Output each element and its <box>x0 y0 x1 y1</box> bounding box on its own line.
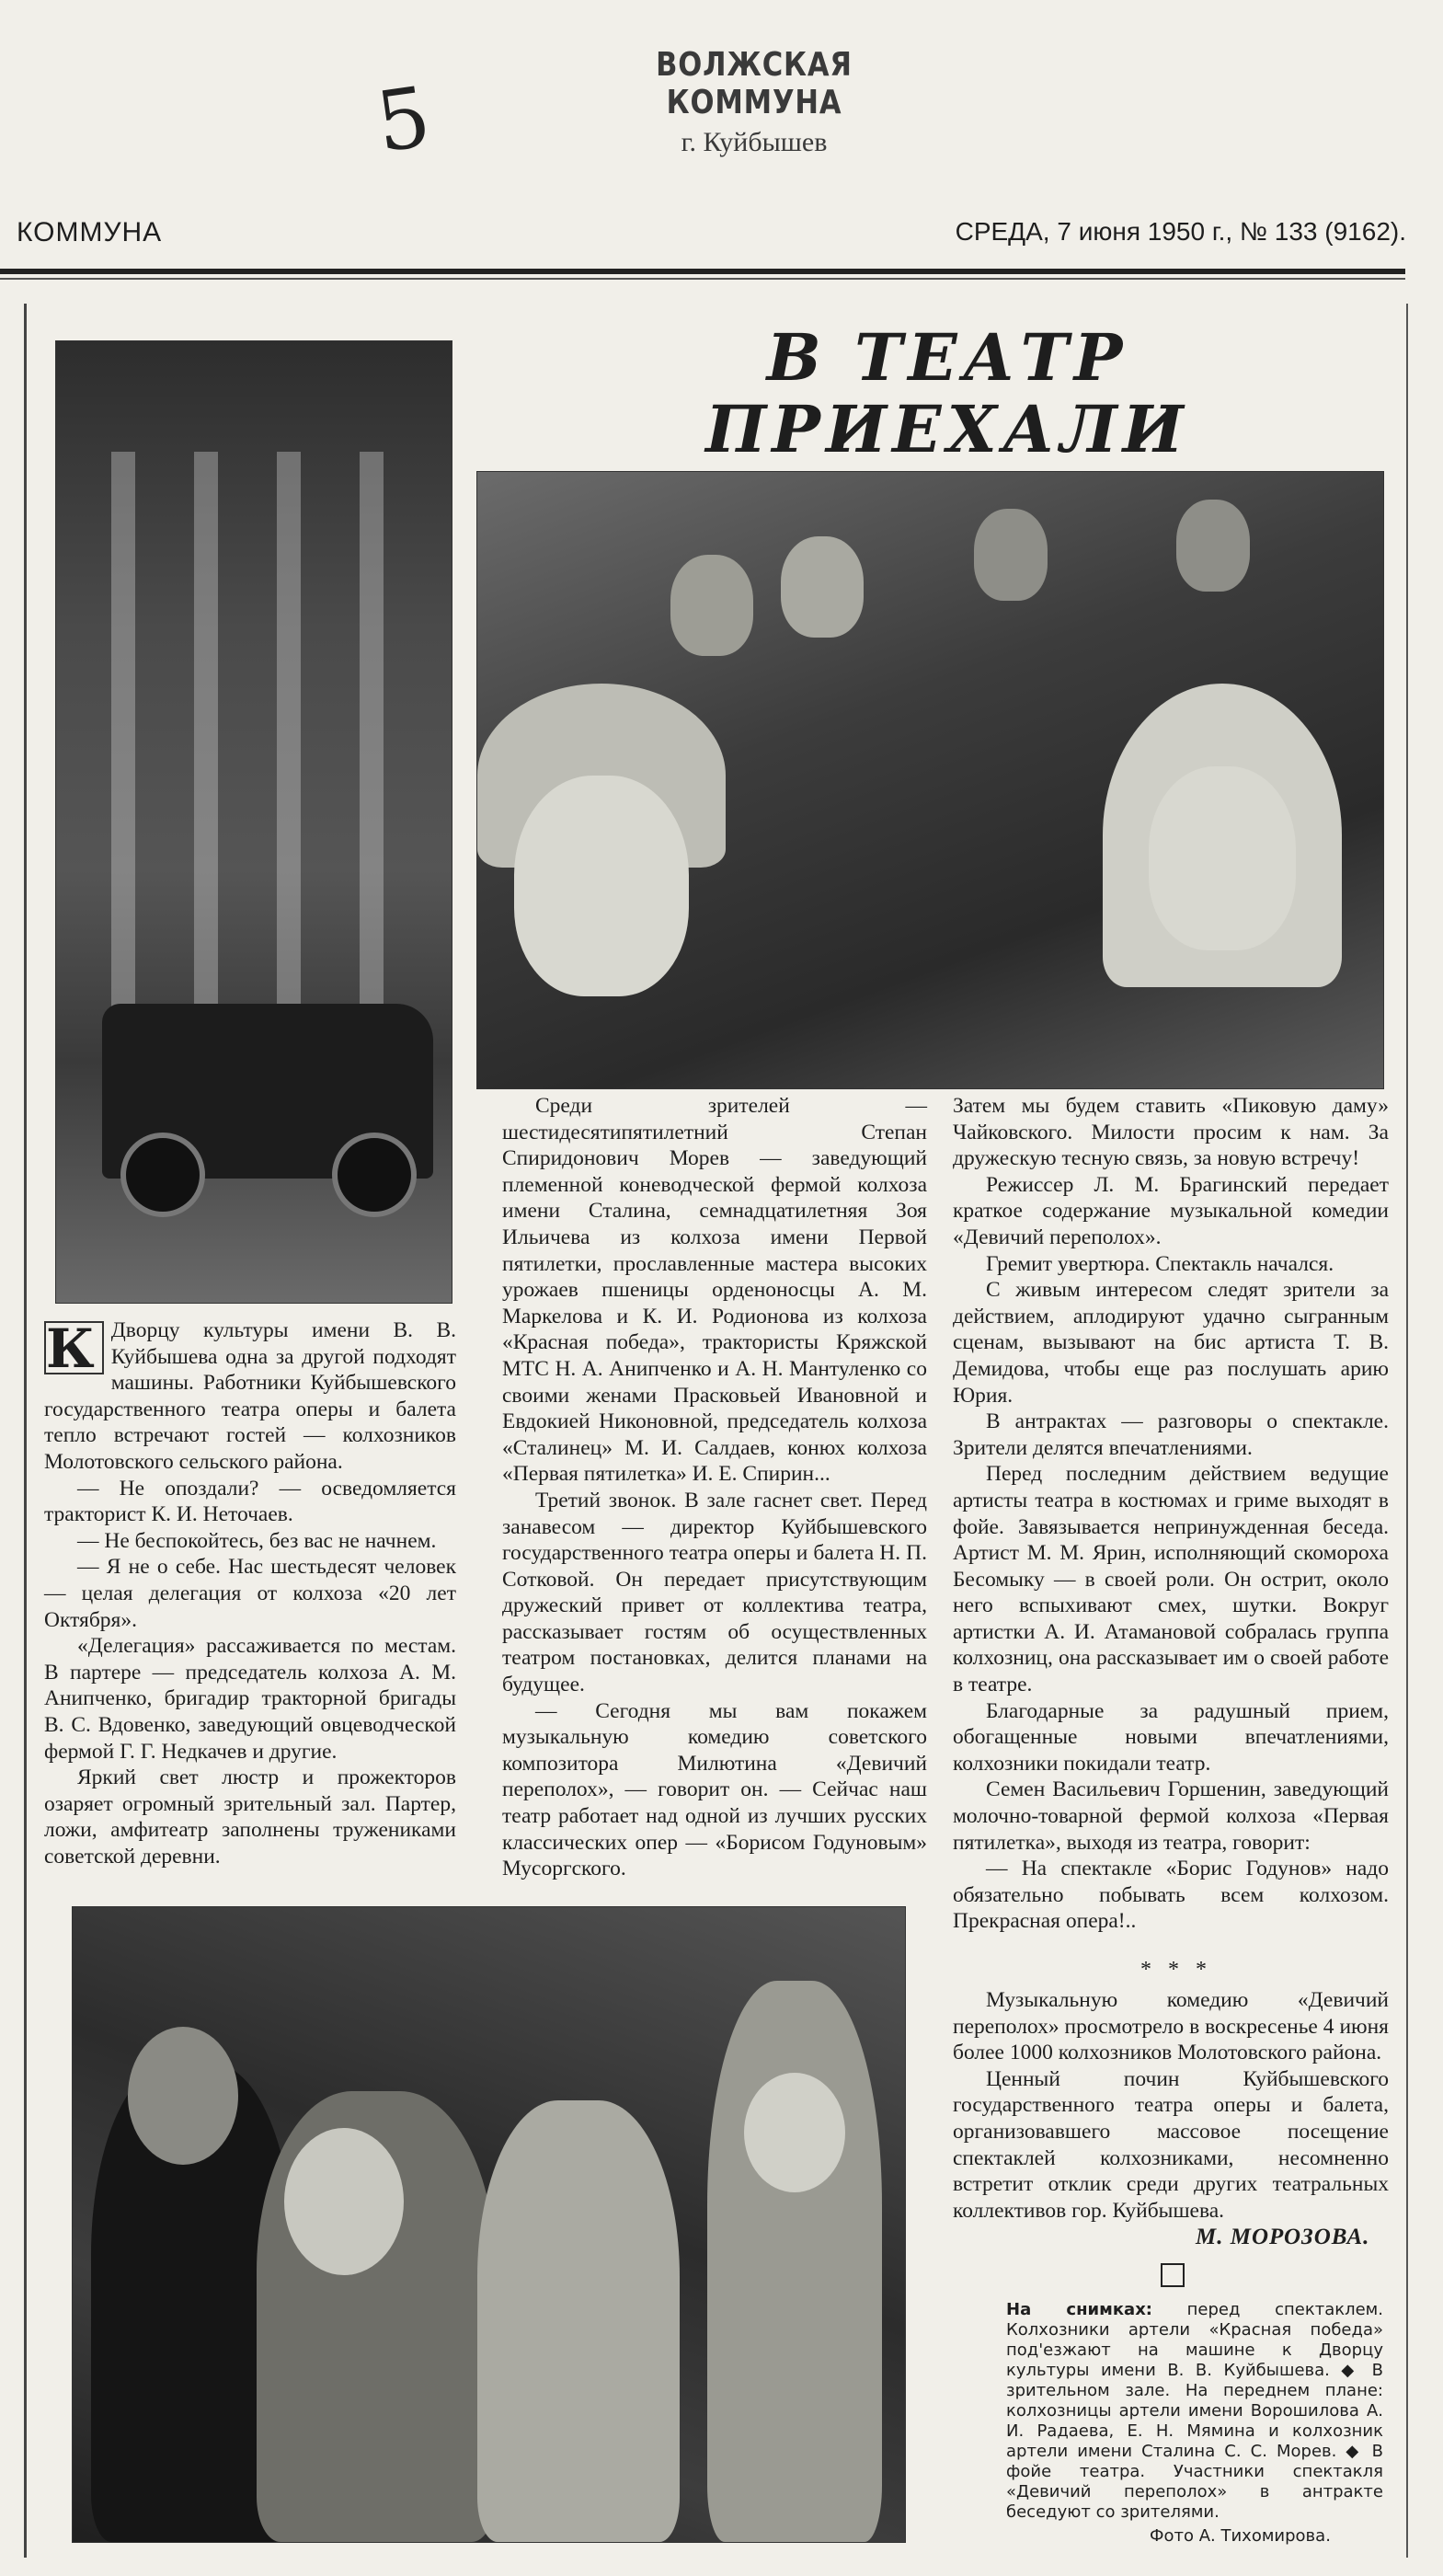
photo-foyer <box>72 1906 906 2543</box>
paragraph: С живым интересом следят зрители за действием, аплодируют удачно сыгранным сценам, вызывают на бис артиста Т. В. Демидова, чтобы еще раз послушать арию Юрия. <box>953 1278 1389 1408</box>
masthead-date-issue: СРЕДА, 7 июня 1950 г., № 133 (9162). <box>955 217 1406 246</box>
photo-caption <box>1006 2300 1383 2523</box>
photo-credit: Фото А. Тихомирова. <box>1150 2526 1331 2546</box>
article-column-2 <box>502 1093 927 1882</box>
photo-audience <box>476 471 1384 1089</box>
library-stamp <box>589 46 920 158</box>
paragraph: Яркий свет люстр и прожекторов озаряет огромный зрительный зал. Партер, ложи, амфитеатр заполнены тружениками советской деревни. <box>44 1765 456 1869</box>
headline-line1: В ТЕАТР ПРИЕХАЛИ <box>705 319 1189 467</box>
article-column-3-ending <box>953 1987 1389 2224</box>
paragraph: В антрактах — разговоры о спектакле. Зрители делятся впечатлениями. <box>953 1409 1389 1460</box>
paragraph: — Сегодня мы вам покажем музыкальную комедию советского композитора Милютина «Девичий переполох», — говорит он. — Сейчас наш театр работает над одной из лучших русских классических опер — «Борисом Годуновым» Мусоргского. <box>502 1698 927 1881</box>
section-separator-stars: * * * <box>1140 1958 1212 1982</box>
article-column-1 <box>44 1317 456 1869</box>
paragraph: Дворцу культуры имени В. В. Куйбышева одна за другой подходят машины. Работники Куйбышевского государственного театра оперы и балета тепло встречают гостей — колхозников Молотовского сельского района. <box>44 1318 456 1474</box>
paragraph: «Делегация» рассаживается по местам. В партере — председатель колхоза А. М. Анипченко, бригадир тракторной бригады В. С. Вдовенко, заведующий овцеводческой фермой Г. Г. Недкачев и другие. <box>44 1634 456 1764</box>
paragraph: — Не беспокойтесь, без вас не начнем. <box>77 1528 437 1553</box>
paragraph: Гремит увертюра. Спектакль начался. <box>986 1251 1334 1276</box>
paragraph: — На спектакле «Борис Годунов» надо обязательно побывать всем колхозом. Прекрасная опера!.. <box>953 1857 1389 1934</box>
stamp-newspaper: ВОЛЖСКАЯ КОММУНА <box>656 46 853 121</box>
photo-truck-at-palace <box>55 340 452 1304</box>
paragraph: Благодарные за радушный прием, обогащенные новыми впечатлениями, колхозники покидали театр. <box>953 1698 1389 1776</box>
paragraph: — Не опоздали? — осведомляется тракторист К. И. Неточаев. <box>44 1476 456 1527</box>
paragraph: Третий звонок. В зале гаснет свет. Перед занавесом — директор Куйбышевского государственного театра оперы и балета Н. П. Сотковой. Он передает присутствующим дружеский привет от коллектива театра, рассказывает гостям об осуществленных театром постановках, делится планами на будущее. <box>502 1488 927 1697</box>
paragraph: — Я не о себе. Нас шестьдесят человек — целая делегация от колхоза «20 лет Октября». <box>44 1555 456 1632</box>
paragraph: Режиссер Л. М. Брагинский передает краткое содержание музыкальной комедии «Девичий переполох». <box>953 1172 1389 1249</box>
author-signature: М. МОРОЗОВА. <box>1196 2225 1370 2249</box>
article-column-3 <box>953 1093 1389 1935</box>
paragraph: Среди зрителей — шестидесятипятилетний Степан Спиридонович Морев — заведующий племенной коневодческой фермой колхоза имени Сталина, семнадцатилетняя Зоя Ильичева из колхоза имени Первой пятилетки, прославленные мастера высоких урожаев пшеницы орденоносцы А. М. Маркелова и К. И. Родионова из колхоза «Красная победа», трактористы Кряжской МТС Н. А. Анипченко и А. Н. Мантуленко со своими женами Прасковьей Ивановной и Евдокией Никоновной, председатель колхоза «Сталинец» М. И. Салдаев, конюх колхоза «Первая пятилетка» И. Е. Спирин... <box>502 1094 927 1487</box>
masthead-name: КОММУНА <box>17 217 163 247</box>
paragraph: Перед последним действием ведущие артисты театра в костюмах и гриме выходят в фойе. Завязывается непринужденная беседа. Артист М. М. Ярин, исполняющий скомороха Бесомыку — в своей роли. Он острит, около него вспыхивают смех, шутки. Вокруг артистки А. И. Атамановой собралась группа колхозниц, она рассказывает им о своей работе в театре. <box>953 1462 1389 1697</box>
masthead-rule <box>0 269 1405 274</box>
paragraph: Затем мы будем ставить «Пиковую даму» Чайковского. Милости просим к нам. За дружескую тесную связь, за новую встречу! <box>953 1094 1389 1171</box>
paragraph: Ценный почин Куйбышевского государственного театра оперы и балета, организовавшего массовое посещение спектаклей колхозниками, несомненно встретит отклик среди других театральных коллективов гор. Куйбышева. <box>953 2066 1389 2223</box>
stamp-city: г. Куйбышев <box>681 127 828 157</box>
paragraph: Музыкальную комедию «Девичий переполох» просмотрело в воскресенье 4 июня более 1000 колхозников Молотовского района. <box>953 1988 1389 2065</box>
caption-lead: На снимках: <box>1006 2300 1153 2319</box>
dropcap: К <box>44 1321 104 1374</box>
handwritten-mark: 5 <box>370 68 437 172</box>
masthead-rule-thin <box>0 278 1405 280</box>
caption-text: перед спектаклем. Колхозники артели «Красная победа» под'езжают на машине к Дворцу культуры имени В. В. Куйбышева. ◆ В зрительном зале. На переднем плане: колхозницы артели имени Ворошилова А. И. Радаева, Е. Н. Мямина и колхозник артели имени Сталина С. С. Морев. ◆ В фойе театра. Участники спектакля «Девичий переполох» в антракте беседуют со зрителями. <box>1006 2300 1383 2522</box>
paragraph: Семен Васильевич Горшенин, заведующий молочно-товарной фермой колхоза «Первая пятилетка», выходя из театра, говорит: <box>953 1777 1389 1855</box>
caption-marker <box>1161 2263 1185 2287</box>
